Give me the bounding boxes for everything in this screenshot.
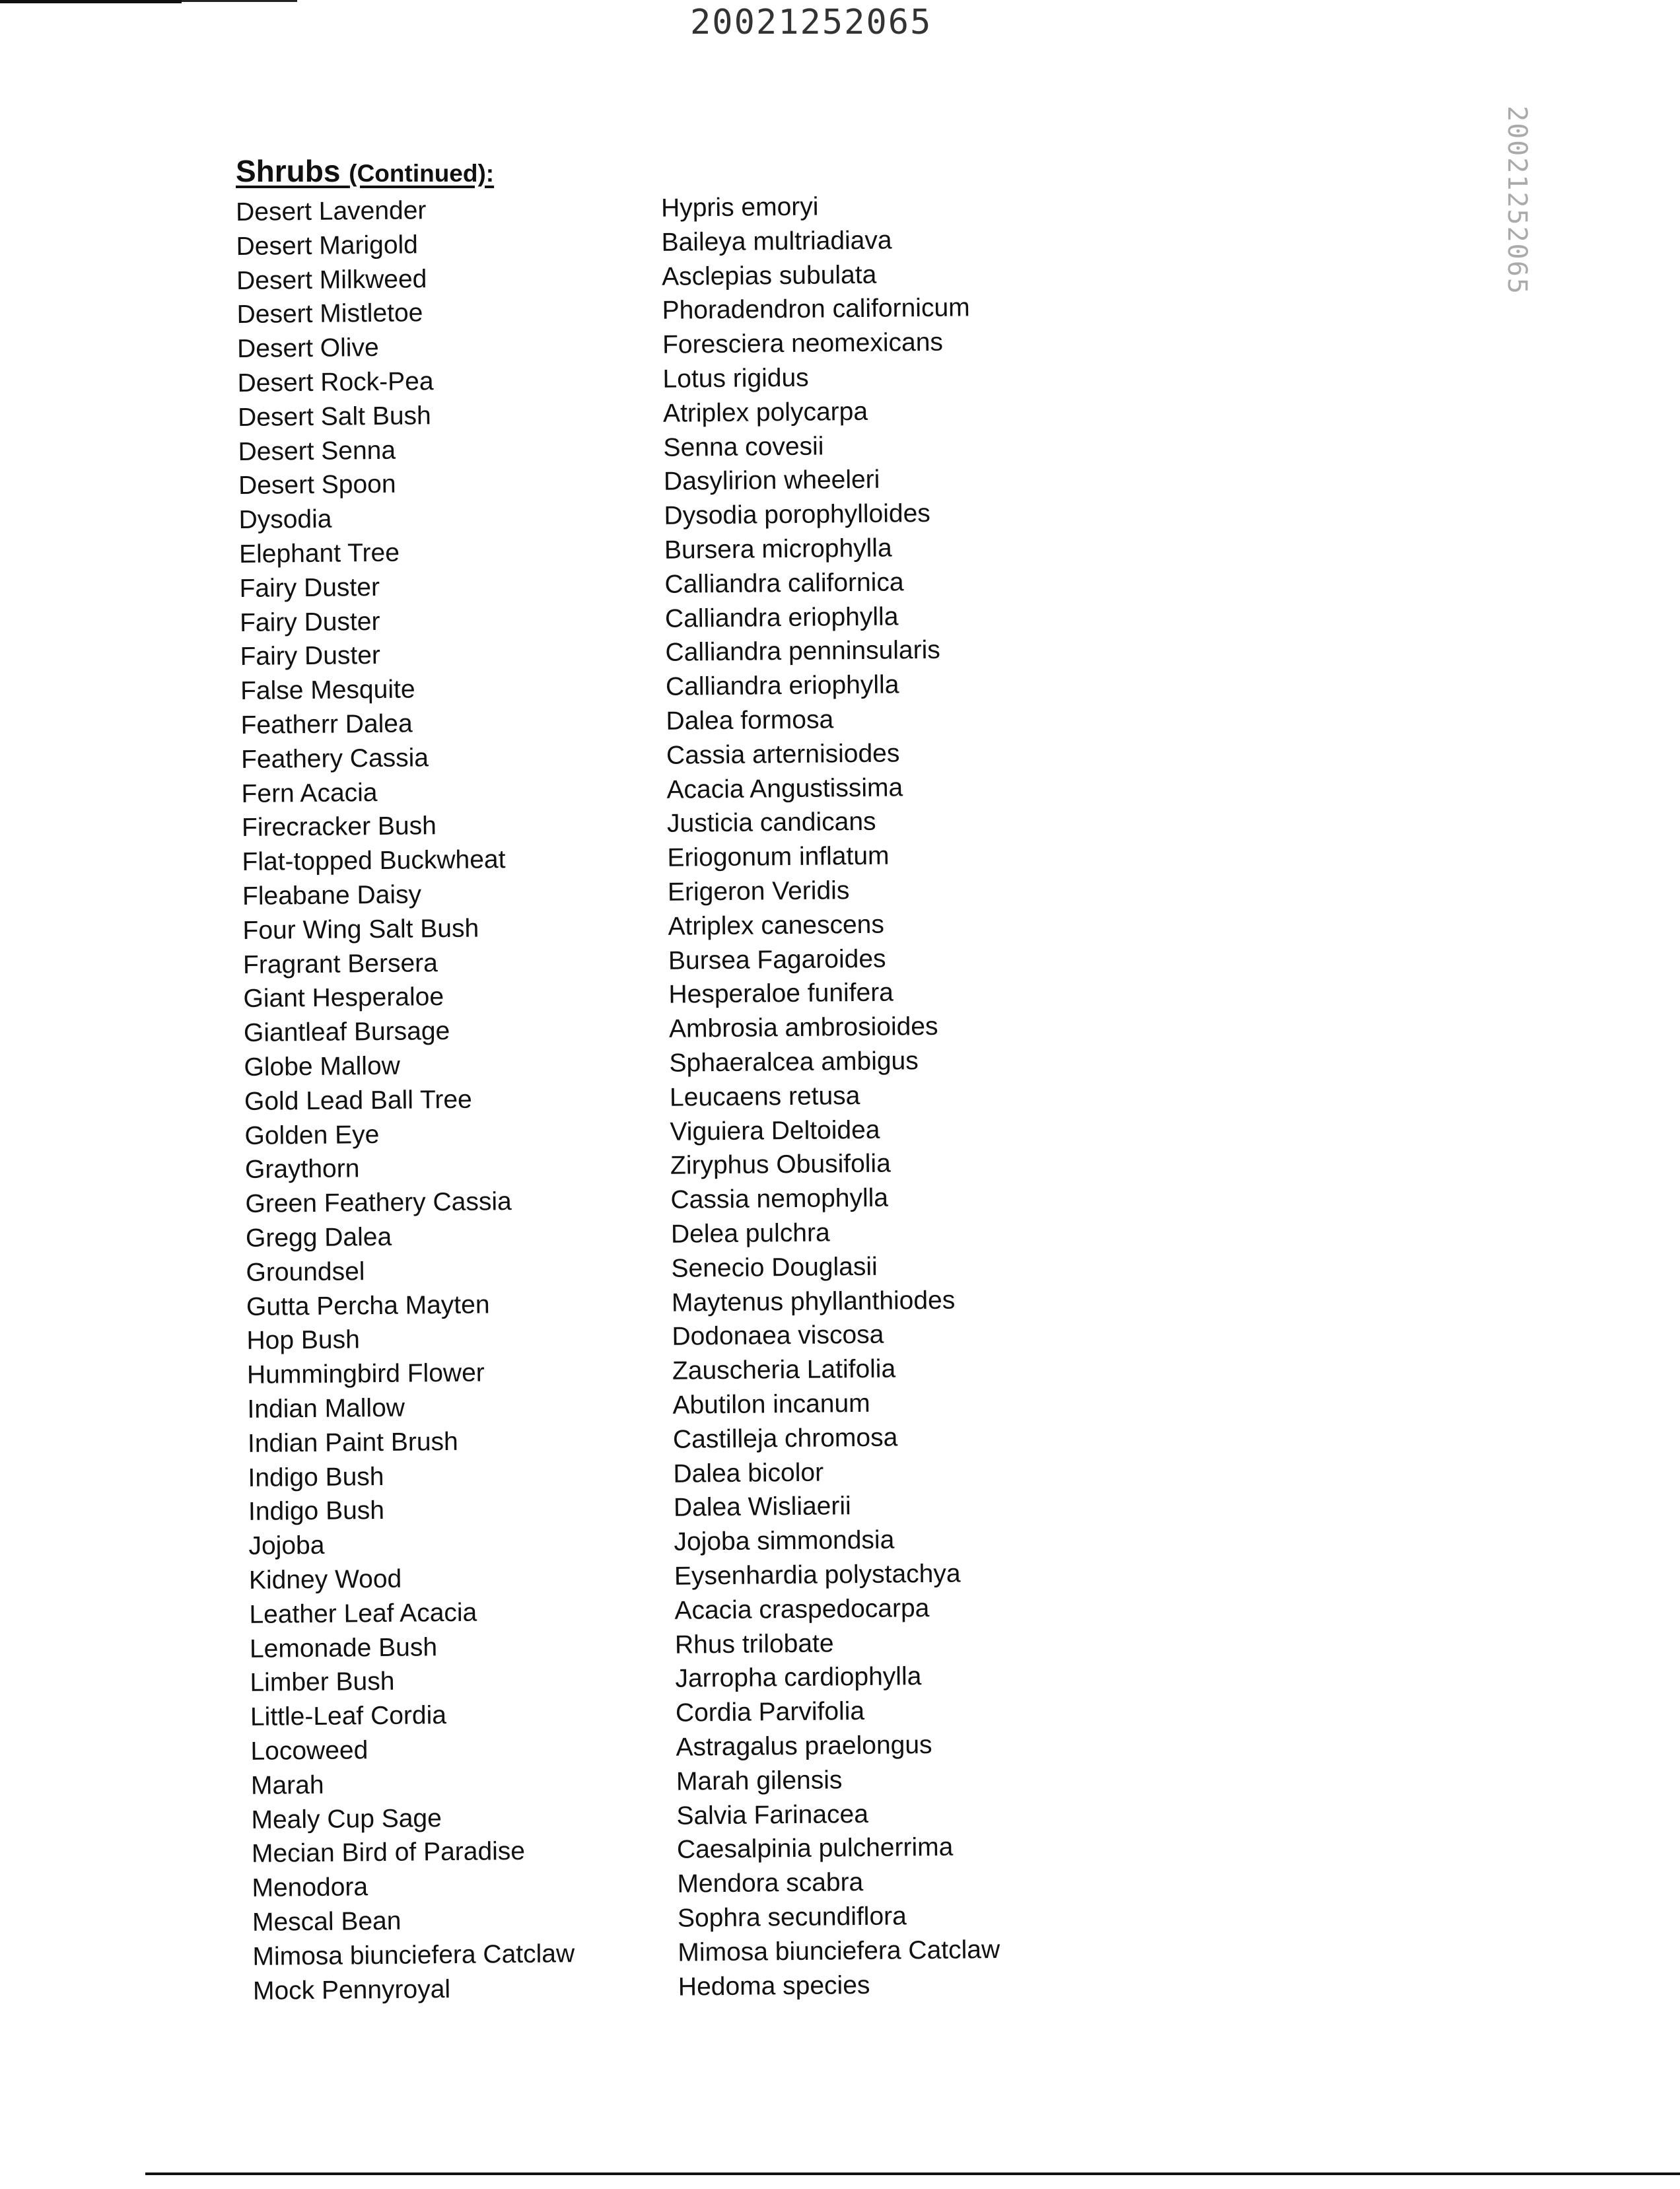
common-name: Desert Olive <box>237 331 379 366</box>
scientific-name: Leucaens retusa <box>670 1079 860 1115</box>
scientific-name: Astragalus praelongus <box>676 1728 932 1765</box>
common-name: Marah <box>251 1768 324 1803</box>
scientific-name: Dasylirion wheeleri <box>664 463 880 499</box>
scientific-name: Acacia craspedocarpa <box>674 1591 929 1628</box>
common-name: Locoweed <box>250 1733 368 1769</box>
common-name: Mock Pennyroyal <box>253 1972 451 2009</box>
scientific-name: Rhus trilobate <box>675 1626 834 1662</box>
scientific-name: Acacia Angustissima <box>666 771 903 807</box>
common-name: False Mesquite <box>240 673 415 709</box>
scientific-name: Zauscheria Latifolia <box>672 1352 896 1389</box>
scientific-name: Dalea bicolor <box>673 1455 823 1491</box>
common-name: Indian Mallow <box>247 1391 405 1427</box>
common-name: Desert Salt Bush <box>238 399 431 435</box>
scientific-name: Asclepias subulata <box>662 258 877 294</box>
scientific-name: Hesperaloe funifera <box>668 976 893 1012</box>
common-name: Desert Rock-Pea <box>237 365 433 401</box>
scientific-name: Sphaeralcea ambigus <box>669 1044 919 1081</box>
common-name: Mescal Bean <box>252 1904 402 1940</box>
scientific-name: Viguiera Deltoidea <box>670 1113 880 1149</box>
common-name: Indigo Bush <box>248 1494 384 1529</box>
common-name: Mealy Cup Sage <box>251 1801 442 1838</box>
common-name: Gold Lead Ball Tree <box>244 1082 472 1119</box>
scientific-name: Mendora scabra <box>677 1865 863 1902</box>
common-name: Desert Milkweed <box>236 262 427 298</box>
common-name: Globe Mallow <box>244 1049 400 1085</box>
common-name: Hop Bush <box>246 1323 360 1359</box>
common-name: Graythorn <box>245 1152 360 1188</box>
scientific-name: Dalea formosa <box>666 703 833 738</box>
scientific-name: Erigeron Veridis <box>668 874 850 910</box>
common-name: Firecracker Bush <box>242 810 437 846</box>
common-name: Featherr Dalea <box>240 707 413 742</box>
scientific-name: Cordia Parvifolia <box>676 1694 865 1731</box>
common-name: Kidney Wood <box>249 1562 402 1598</box>
common-name: Flat-topped Buckwheat <box>242 843 505 880</box>
side-stamp: 20021252065 <box>1502 106 1532 295</box>
common-name: Menodora <box>252 1870 368 1906</box>
common-name: Golden Eye <box>244 1118 379 1154</box>
common-name: Jojoba <box>248 1529 324 1564</box>
common-name: Elephant Tree <box>239 536 400 572</box>
scientific-name: Senna covesii <box>663 429 823 465</box>
common-name: Groundsel <box>246 1255 365 1290</box>
common-name: Little-Leaf Cordia <box>250 1698 446 1735</box>
common-name: Desert Senna <box>238 433 396 469</box>
scientific-name: Jarropha cardiophylla <box>675 1660 921 1697</box>
scientific-name: Salvia Farinacea <box>676 1797 868 1834</box>
document-id: 20021252065 <box>690 3 932 42</box>
common-name: Desert Lavender <box>236 193 427 230</box>
scientific-name: Calliandra californica <box>664 565 903 602</box>
scientific-name: Calliandra penninsularis <box>665 633 940 670</box>
scientific-name: Baileya multriadiava <box>661 223 892 260</box>
common-name: Fleabane Daisy <box>242 878 421 914</box>
scientific-name: Atriplex polycarpa <box>663 395 868 431</box>
scientific-name: Abutilon incanum <box>672 1387 870 1423</box>
scientific-name: Dysodia porophylloides <box>664 497 930 534</box>
common-name: Giant Hesperaloe <box>243 980 444 1016</box>
scientific-name: Bursea Fagaroides <box>668 942 886 978</box>
common-name: Gregg Dalea <box>246 1220 392 1256</box>
common-name: Fairy Duster <box>240 605 380 641</box>
scientific-name: Marah gilensis <box>676 1763 843 1799</box>
scientific-name: Sophra secundiflora <box>678 1899 907 1935</box>
scientific-name: Cassia nemophylla <box>670 1181 888 1218</box>
scientific-name: Mimosa biunciefera Catclaw <box>678 1933 1000 1970</box>
common-name: Gutta Percha Mayten <box>246 1288 490 1325</box>
scientific-name: Bursera microphylla <box>664 531 892 567</box>
common-name: Desert Marigold <box>236 228 418 264</box>
scientific-name: Justicia candicans <box>667 805 876 841</box>
common-name: Desert Spoon <box>238 468 396 503</box>
scientific-name: Atriplex canescens <box>668 907 884 944</box>
scientific-name: Ambrosia ambrosioides <box>669 1010 938 1047</box>
scientific-name: Cassia arternisiodes <box>666 736 900 773</box>
scientific-name: Eriogonum inflatum <box>667 839 889 876</box>
scientific-name: Hypris emoryi <box>661 190 819 226</box>
scientific-name: Dodonaea viscosa <box>672 1318 884 1354</box>
scientific-name: Castilleja chromosa <box>673 1420 898 1457</box>
section-title-main: Shrubs <box>236 154 340 188</box>
common-name: Feathery Cassia <box>241 741 429 777</box>
common-name: Dysodia <box>238 503 332 538</box>
scientific-name: Calliandra eriophylla <box>665 600 899 636</box>
scientific-name: Calliandra eriophylla <box>666 668 899 705</box>
scientific-name: Lotus rigidus <box>662 361 809 397</box>
common-name: Leather Leaf Acacia <box>249 1595 477 1632</box>
common-name: Desert Mistletoe <box>236 296 423 333</box>
scientific-name: Delea pulchra <box>671 1216 830 1251</box>
scientific-name: Ziryphus Obusifolia <box>670 1147 891 1183</box>
common-name: Giantleaf Bursage <box>244 1014 450 1051</box>
common-name: Fern Acacia <box>241 776 377 812</box>
common-name: Hummingbird Flower <box>247 1356 485 1393</box>
scientific-name: Caesalpinia pulcherrima <box>677 1830 954 1867</box>
common-name: Fairy Duster <box>239 571 380 606</box>
scientific-name: Eysenhardia polystachya <box>674 1557 961 1594</box>
scientific-name: Foresciera neomexicans <box>662 326 943 363</box>
scientific-name: Senecio Douglasii <box>671 1250 878 1286</box>
scientific-name: Phoradendron californicum <box>662 291 970 328</box>
section-title-sub: (Continued): <box>349 160 494 187</box>
common-name: Mimosa biunciefera Catclaw <box>252 1937 575 1974</box>
common-name: Mecian Bird of Paradise <box>252 1834 526 1871</box>
common-name: Fairy Duster <box>240 639 380 674</box>
common-name: Four Wing Salt Bush <box>242 911 479 948</box>
common-name: Indigo Bush <box>248 1460 384 1496</box>
scientific-name: Hedoma species <box>678 1968 870 2005</box>
common-name: Green Feathery Cassia <box>245 1185 512 1222</box>
common-name: Lemonade Bush <box>250 1630 438 1667</box>
scientific-name: Dalea Wisliaerii <box>674 1490 851 1526</box>
common-name: Limber Bush <box>250 1665 394 1700</box>
bottom-edge-rule <box>145 2172 1680 2175</box>
scientific-name: Maytenus phyllanthiodes <box>672 1283 956 1320</box>
common-name: Fragrant Bersera <box>243 946 438 983</box>
common-name: Indian Paint Brush <box>248 1425 458 1461</box>
scientific-name: Jojoba simmondsia <box>674 1523 894 1560</box>
